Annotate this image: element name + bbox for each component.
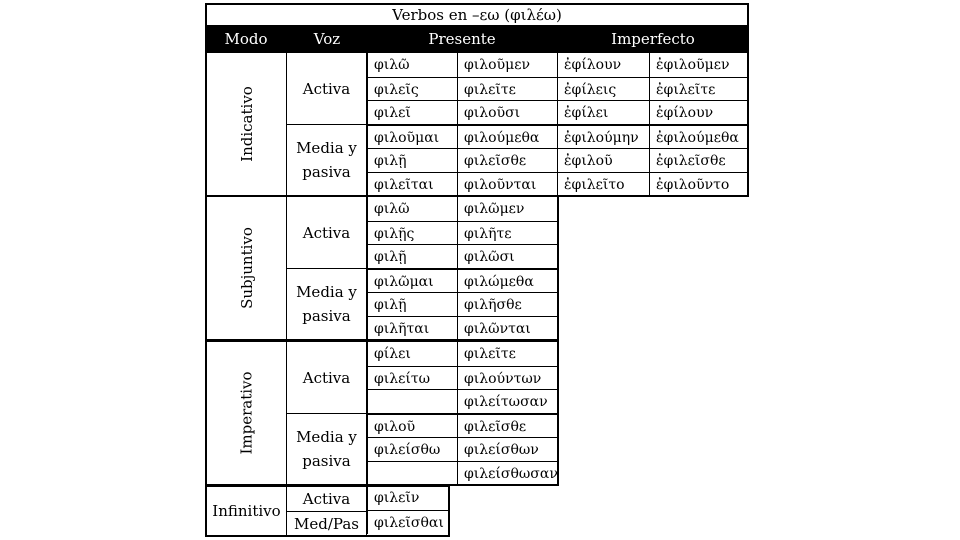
table-cell: φιλοῦσι: [457, 100, 557, 124]
table-cell: φιλοῦνται: [457, 172, 557, 196]
table-cell: φιλῆσθε: [457, 292, 557, 316]
table-cell: φιλεῖτε: [457, 342, 557, 366]
table-cell: φιλεῖσθε: [457, 148, 557, 172]
table-cell: φιλῶνται: [457, 316, 557, 340]
table-cell: ἐφίλει: [557, 100, 649, 124]
table-cell: φιλῶσι: [457, 244, 557, 268]
voz-activa: Activa: [287, 487, 367, 511]
voz-activa: Activa: [287, 342, 367, 413]
indicativo-block: [205, 51, 749, 197]
table-cell: φιλείσθωσαν: [457, 461, 557, 485]
table-cell: ἐφιλεῖτε: [649, 77, 747, 101]
table-cell: ἐφιλούμην: [557, 124, 649, 148]
table-cell: ἐφίλουν: [557, 53, 649, 77]
table-cell: φιλεῖν: [367, 486, 448, 510]
voz-med-pas: Med/Pas: [287, 511, 367, 535]
table-cell: ἐφιλοῦντο: [649, 172, 747, 196]
table-cell: φιλῶμαι: [367, 268, 457, 292]
table-cell: φιλοῦμαι: [367, 124, 457, 148]
table-cell: φιλεῖσθαι: [367, 510, 448, 534]
table-cell: φιλεῖται: [367, 172, 457, 196]
table-cell: φιλῇ: [367, 244, 457, 268]
table-cell: φιλῶ: [367, 197, 457, 221]
table-cell: φιλείσθων: [457, 437, 557, 461]
table-cell: [367, 461, 457, 485]
table-cell: φιλῇ: [367, 148, 457, 172]
voz-media-pasiva: Media y pasiva: [287, 124, 367, 195]
table-cell: φιλῶμεν: [457, 197, 557, 221]
table-cell: φιλῶ: [367, 53, 457, 77]
table-cell: φιλείτωσαν: [457, 389, 557, 413]
modo-imperativo: Imperativo: [207, 342, 287, 484]
header-row: [205, 27, 749, 51]
table-cell: ἐφίλουν: [649, 100, 747, 124]
voz-activa: Activa: [287, 197, 367, 268]
table-cell: φιλεῖ: [367, 100, 457, 124]
table-cell: φιλούντων: [457, 366, 557, 390]
voz-activa: Activa: [287, 53, 367, 124]
table-title: Verbos en –εω (φιλέω): [205, 3, 749, 27]
table-cell: φιλείσθω: [367, 437, 457, 461]
table-cell: [367, 389, 457, 413]
table-cell: ἐφίλεις: [557, 77, 649, 101]
table-cell: φιλούμεθα: [457, 124, 557, 148]
table-cell: φιλώμεθα: [457, 268, 557, 292]
table-cell: ἐφιλεῖτο: [557, 172, 649, 196]
table-cell: φιλῇς: [367, 221, 457, 245]
table-cell: φιλεῖσθε: [457, 413, 557, 437]
table-cell: ἐφιλούμεθα: [649, 124, 747, 148]
table-cell: φιλοῦ: [367, 413, 457, 437]
voz-media-pasiva: Media y pasiva: [287, 268, 367, 339]
table-cell: ἐφιλοῦ: [557, 148, 649, 172]
header-presente: Presente: [428, 30, 496, 48]
imperativo-block: [205, 340, 559, 486]
table-cell: φιλεῖς: [367, 77, 457, 101]
table-cell: φιλῆται: [367, 316, 457, 340]
header-modo: Modo: [224, 30, 268, 48]
table-cell: φιλοῦμεν: [457, 53, 557, 77]
table-cell: φιλῆτε: [457, 221, 557, 245]
table-cell: ἐφιλεῖσθε: [649, 148, 747, 172]
modo-subjuntivo: Subjuntivo: [207, 197, 287, 339]
table-cell: φιλεῖτε: [457, 77, 557, 101]
modo-infinitivo: Infinitivo: [207, 487, 287, 535]
infinitivo-block: [205, 485, 450, 537]
header-voz: Voz: [313, 30, 341, 48]
voz-media-pasiva: Media y pasiva: [287, 413, 367, 484]
table-cell: ἐφιλοῦμεν: [649, 53, 747, 77]
header-imperfecto: Imperfecto: [611, 30, 695, 48]
table-cell: φιλείτω: [367, 366, 457, 390]
table-cell: φιλῇ: [367, 292, 457, 316]
modo-indicativo: Indicativo: [207, 53, 287, 195]
table-cell: φίλει: [367, 342, 457, 366]
subjuntivo-block: [205, 195, 559, 341]
